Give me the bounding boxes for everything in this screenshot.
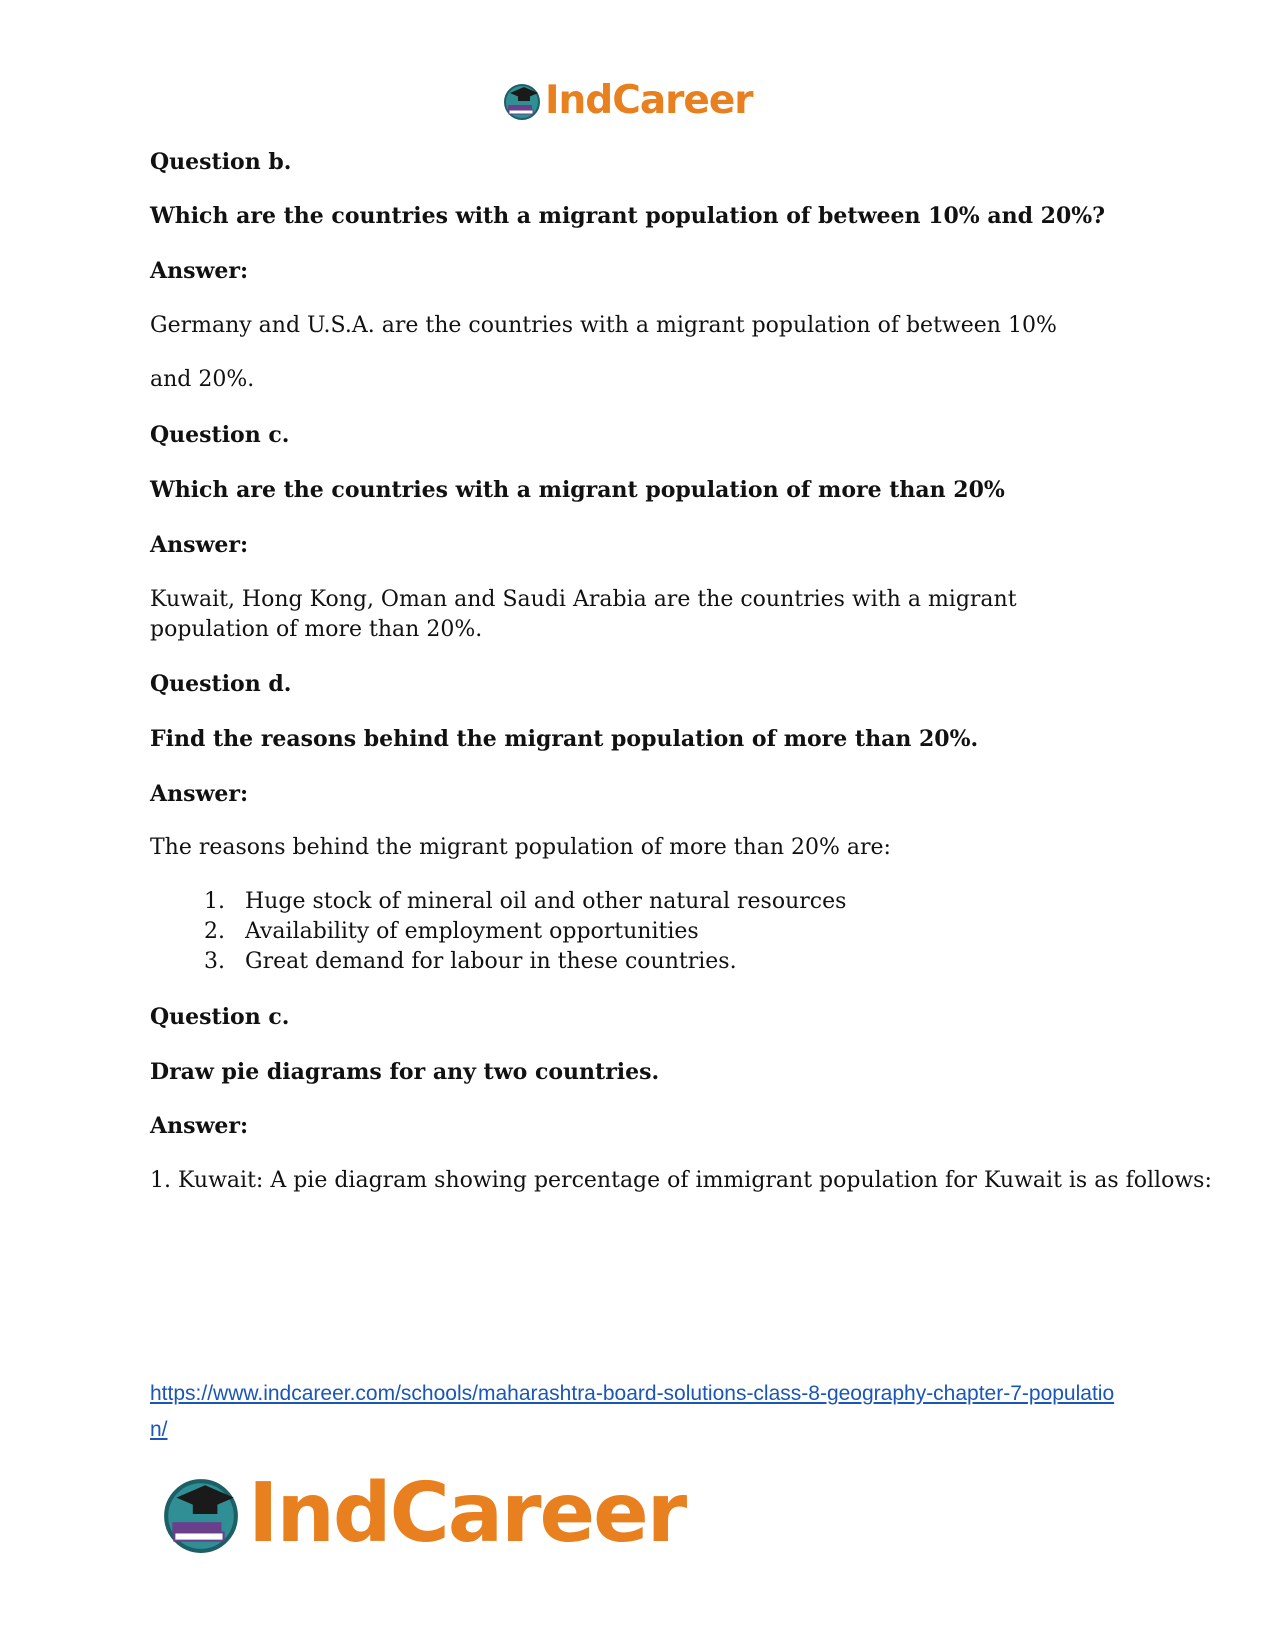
question-d-answer-intro: The reasons behind the migrant population of more than 20% are: bbox=[150, 835, 891, 860]
reasons-list bbox=[150, 887, 846, 977]
question-b-answer-label: Answer: bbox=[150, 258, 249, 284]
logo-text: IndCareer bbox=[545, 78, 753, 123]
question-c-heading: Question c. bbox=[150, 422, 290, 448]
footer-link[interactable]: https://www.indcareer.com/schools/maharashtra-board-solutions-class-8-geography-chapter-7-population/ bbox=[150, 1382, 1115, 1441]
question-e-heading: Question c. bbox=[150, 1004, 290, 1030]
logo-text: IndCareer bbox=[248, 1466, 686, 1561]
question-c-answer: Kuwait, Hong Kong, Oman and Saudi Arabia are the countries with a migrant population of more than 20%. bbox=[150, 587, 1017, 642]
question-d-answer-label: Answer: bbox=[150, 781, 249, 807]
list-item bbox=[150, 917, 846, 947]
list-item-text: Huge stock of mineral oil and other natural resources bbox=[245, 889, 847, 914]
list-item-number: 1. bbox=[204, 889, 225, 914]
list-item-text: Great demand for labour in these countries. bbox=[245, 949, 737, 974]
header-logo bbox=[502, 78, 753, 123]
list-item bbox=[150, 887, 846, 917]
question-b-text: Which are the countries with a migrant population of between 10% and 20%? bbox=[150, 203, 1106, 229]
list-item-number: 3. bbox=[204, 949, 225, 974]
list-item bbox=[150, 947, 846, 977]
list-item-number: 2. bbox=[204, 919, 225, 944]
question-e-answer-label: Answer: bbox=[150, 1113, 249, 1139]
question-e-answer: 1. Kuwait: A pie diagram showing percentage of immigrant population for Kuwait is as follows: bbox=[150, 1168, 1212, 1193]
list-item-text: Availability of employment opportunities bbox=[245, 919, 699, 944]
question-b-answer-line2: and 20%. bbox=[150, 367, 255, 392]
graduation-globe-books-icon bbox=[160, 1473, 242, 1555]
question-e-text: Draw pie diagrams for any two countries. bbox=[150, 1059, 660, 1085]
question-b-heading: Question b. bbox=[150, 149, 292, 175]
question-c-text: Which are the countries with a migrant population of more than 20% bbox=[150, 477, 1005, 503]
question-d-heading: Question d. bbox=[150, 671, 292, 697]
question-d-text: Find the reasons behind the migrant population of more than 20%. bbox=[150, 726, 979, 752]
question-c-answer-label: Answer: bbox=[150, 532, 249, 558]
question-b-answer-line1: Germany and U.S.A. are the countries with a migrant population of between 10% bbox=[150, 313, 1057, 338]
footer-logo bbox=[160, 1466, 685, 1561]
graduation-globe-books-icon bbox=[502, 81, 542, 121]
